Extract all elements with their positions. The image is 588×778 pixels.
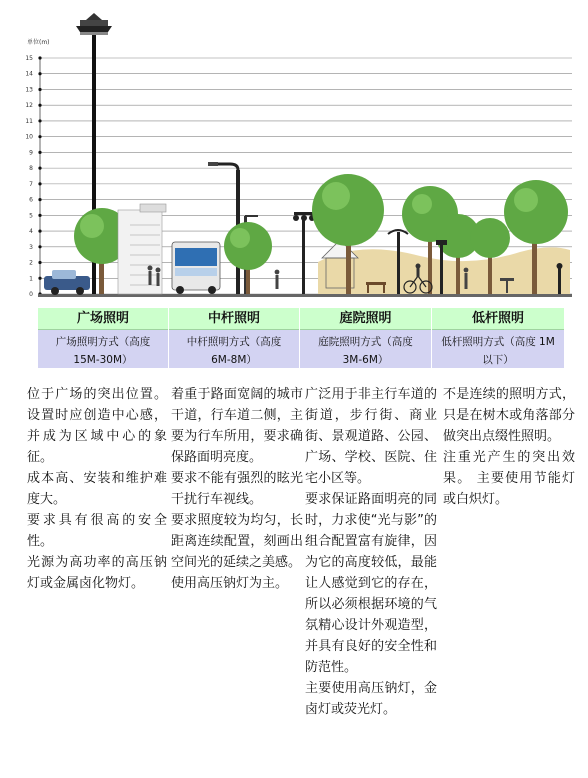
body-paragraph: 主要使用高压钠灯，金卤灯或荧光灯。 bbox=[305, 681, 437, 717]
subtitle-line: 广场照明方式（高度 bbox=[55, 336, 151, 348]
body-paragraph: 注重光产生的突出效果。 主要使用节能灯或白炽灯。 bbox=[443, 450, 575, 507]
tick-label: 5 bbox=[29, 212, 33, 220]
tick-mark bbox=[38, 56, 41, 59]
tick-label: 6 bbox=[29, 196, 33, 204]
subtitle-line: 庭院照明方式（高度 bbox=[318, 336, 413, 348]
tick-label: 12 bbox=[25, 102, 33, 110]
column-subtitle bbox=[169, 330, 299, 368]
tick-mark bbox=[38, 182, 41, 185]
pedestrian-icon bbox=[275, 270, 280, 289]
subtitle-line: 15M-30M） bbox=[73, 354, 133, 366]
axis-unit-label: 单位(m) bbox=[27, 39, 50, 46]
body-paragraph: 要求保证路面明亮的同时，力求使“光与影”的组合配置富有旋律，因为它的高度较低，最能让人感觉到它的存在，所以必须根据环境的气氛精心设计外观造型，并具有良好的安全性和防范性。 bbox=[305, 492, 437, 675]
text-plaza bbox=[24, 376, 170, 594]
car-icon bbox=[44, 270, 90, 295]
tick-mark bbox=[38, 88, 41, 91]
column-garden bbox=[300, 308, 431, 368]
tick-mark bbox=[38, 72, 41, 75]
tick-mark bbox=[38, 135, 41, 138]
tick-label: 0 bbox=[29, 291, 33, 298]
tick-mark bbox=[38, 119, 41, 122]
column-heading: 广场照明 bbox=[38, 308, 168, 330]
body-paragraph: 使用高压钠灯为主。 bbox=[171, 576, 289, 591]
body-paragraph: 要求不能有强烈的眩光干扰行车视线。 bbox=[171, 471, 303, 507]
tick-label: 10 bbox=[25, 133, 33, 141]
tick-label: 3 bbox=[29, 243, 33, 251]
tick-label: 11 bbox=[25, 117, 33, 125]
subtitle-line: 3M-6M） bbox=[342, 354, 389, 366]
tick-mark bbox=[38, 261, 41, 264]
column-heading: 中杆照明 bbox=[169, 308, 299, 330]
tick-mark bbox=[38, 151, 41, 154]
column-subtitle bbox=[432, 330, 564, 368]
tick-mark bbox=[38, 229, 41, 232]
tick-label: 4 bbox=[29, 228, 33, 236]
body-paragraph: 着重于路面宽阔的城市干道，行车道二侧，主要为行车所用，要求确保路面明亮度。 bbox=[171, 387, 303, 465]
garden-lamp-icon bbox=[293, 212, 315, 294]
ground-line bbox=[38, 294, 572, 297]
tick-label: 15 bbox=[25, 55, 33, 62]
column-subtitle bbox=[300, 330, 431, 368]
tick-mark bbox=[38, 167, 41, 170]
tick-label: 2 bbox=[29, 259, 33, 267]
text-low-pole bbox=[440, 376, 578, 510]
tick-mark bbox=[38, 214, 41, 217]
column-subtitle bbox=[38, 330, 168, 368]
tick-mark bbox=[38, 245, 41, 248]
tick-mark bbox=[38, 198, 41, 201]
body-paragraph: 要求具有很高的安全性。 bbox=[27, 513, 167, 549]
body-paragraph: 光源为高功率的高压钠灯或金属卤化物灯。 bbox=[27, 555, 167, 591]
tick-label: 13 bbox=[25, 86, 33, 94]
lighting-height-diagram bbox=[0, 0, 588, 302]
body-paragraph: 要求照度较为均匀，长距离连续配置，刻画出空间光的延续之美感。 bbox=[171, 513, 303, 570]
text-garden bbox=[302, 376, 440, 720]
tree-icon bbox=[224, 222, 272, 294]
tick-label: 1 bbox=[29, 275, 33, 283]
column-heading: 低杆照明 bbox=[432, 308, 564, 330]
body-paragraph: 成本高、安装和维护难度大。 bbox=[27, 471, 167, 507]
tick-label: 8 bbox=[29, 165, 33, 173]
tick-mark bbox=[38, 104, 41, 107]
body-paragraph: 广泛用于非主行车道的街道，步行街、商业街、景观道路、公园、广场、学校、医院、住宅小区等。 bbox=[305, 387, 437, 486]
tick-mark bbox=[38, 277, 41, 280]
subtitle-line: 中杆照明方式（高度 bbox=[186, 336, 282, 348]
subtitle-line: 6M-8M） bbox=[211, 354, 257, 366]
column-low-pole bbox=[432, 308, 564, 368]
tick-label: 7 bbox=[29, 180, 33, 188]
subtitle-line: 以下） bbox=[482, 354, 514, 366]
body-paragraph: 不是连续的照明方式，只是在树木或角落部分做突出点缀性照明。 bbox=[443, 387, 575, 444]
subtitle-line: 低杆照明方式（高度 1M bbox=[441, 336, 555, 348]
column-plaza bbox=[38, 308, 168, 368]
column-heading: 庭院照明 bbox=[300, 308, 431, 330]
body-paragraph: 位于广场的突出位置。设置时应创造中心感，并成为区域中心的象征。 bbox=[27, 387, 167, 465]
tick-label: 14 bbox=[25, 70, 33, 78]
text-mid-pole bbox=[168, 376, 306, 594]
column-mid-pole bbox=[169, 308, 299, 368]
tick-label: 9 bbox=[29, 149, 33, 157]
bus-icon bbox=[172, 242, 220, 294]
